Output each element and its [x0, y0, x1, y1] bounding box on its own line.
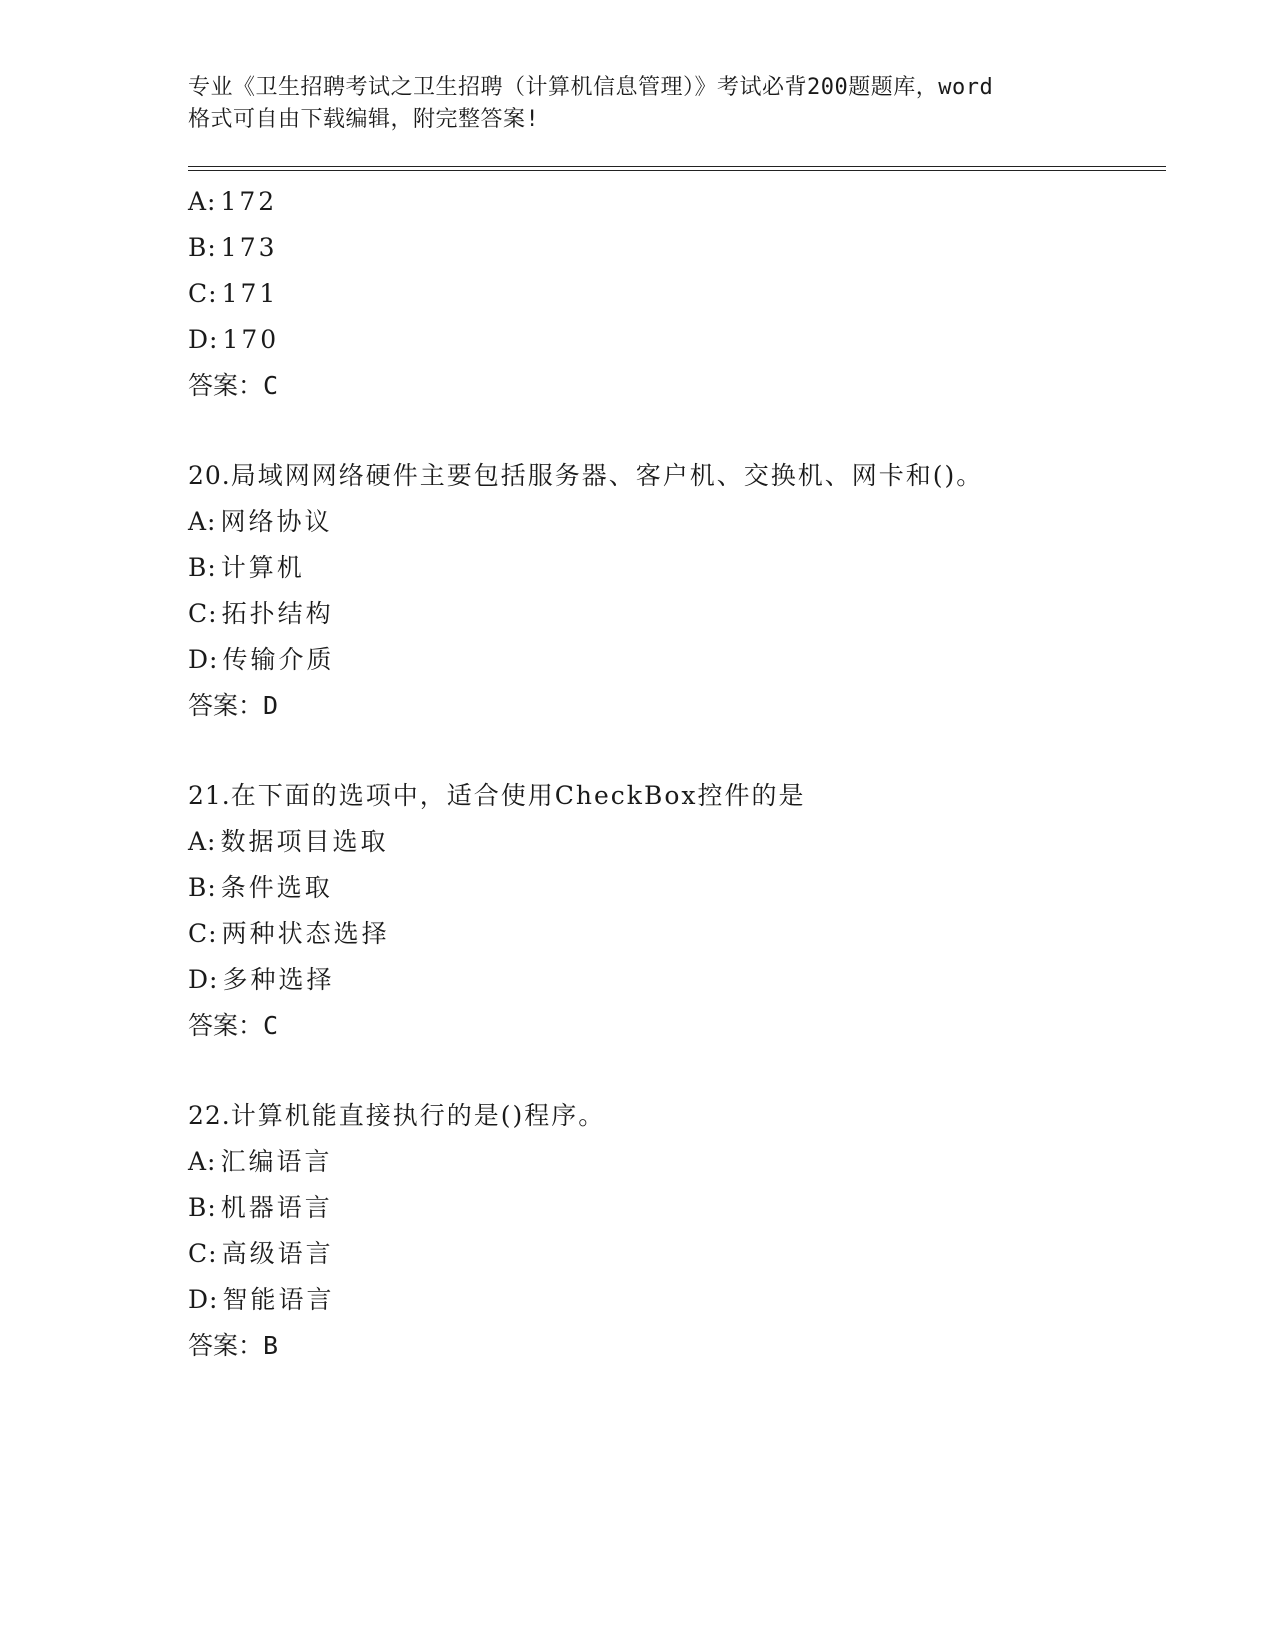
document-page	[188, 72, 1166, 1369]
option-d	[188, 637, 1166, 683]
option-label: A:	[188, 827, 217, 856]
question-text	[188, 453, 1166, 499]
answer-line: 答案：D	[188, 691, 279, 720]
question-19	[188, 179, 1166, 409]
question-22	[188, 1093, 1166, 1369]
option-c	[188, 591, 1166, 637]
option-text: 条件选取	[220, 873, 333, 902]
question-number: 20.	[188, 461, 231, 490]
option-b	[188, 545, 1166, 591]
option-text: 数据项目选取	[220, 827, 389, 856]
option-c	[188, 1231, 1166, 1277]
question-number: 22.	[188, 1101, 231, 1130]
question-text	[188, 1093, 1166, 1139]
question-20	[188, 453, 1166, 729]
option-text: 173	[220, 233, 278, 262]
question-text	[188, 773, 1166, 819]
option-label: C:	[188, 919, 218, 948]
option-label: D:	[188, 645, 219, 674]
header-line-1: 专业《卫生招聘考试之卫生招聘（计算机信息管理）》考试必背200题题库，word	[188, 75, 994, 100]
option-label: B:	[188, 553, 217, 582]
option-label: A:	[188, 187, 217, 216]
answer-line: 答案：C	[188, 371, 279, 400]
question-number: 21.	[188, 781, 231, 810]
question-21	[188, 773, 1166, 1049]
option-a	[188, 499, 1166, 545]
option-label: B:	[188, 233, 217, 262]
option-text: 170	[222, 325, 280, 354]
option-d	[188, 957, 1166, 1003]
answer-line: 答案：B	[188, 1331, 279, 1360]
spacer	[188, 409, 1166, 453]
option-a	[188, 179, 1166, 225]
option-a	[188, 1139, 1166, 1185]
option-text: 网络协议	[220, 507, 333, 536]
option-text: 171	[221, 279, 279, 308]
option-text: 172	[220, 187, 278, 216]
option-label: B:	[188, 873, 217, 902]
question-body: 计算机能直接执行的是()程序。	[230, 1101, 606, 1130]
spacer	[188, 729, 1166, 773]
option-label: A:	[188, 1147, 217, 1176]
option-text: 拓扑结构	[221, 599, 334, 628]
option-text: 多种选择	[222, 965, 335, 994]
option-b	[188, 1185, 1166, 1231]
option-label: A:	[188, 507, 217, 536]
option-label: C:	[188, 599, 218, 628]
option-b	[188, 865, 1166, 911]
option-label: C:	[188, 279, 218, 308]
option-text: 计算机	[220, 553, 305, 582]
option-c	[188, 911, 1166, 957]
option-label: D:	[188, 325, 219, 354]
question-body: 局域网网络硬件主要包括服务器、客户机、交换机、网卡和()。	[230, 461, 984, 490]
option-text: 传输介质	[222, 645, 335, 674]
header-line-2: 格式可自由下载编辑，附完整答案!	[188, 107, 540, 132]
question-body: 在下面的选项中，适合使用CheckBox控件的是	[230, 781, 806, 810]
option-text: 机器语言	[220, 1193, 333, 1222]
option-text: 汇编语言	[220, 1147, 333, 1176]
option-a	[188, 819, 1166, 865]
spacer	[188, 1049, 1166, 1093]
option-text: 智能语言	[222, 1285, 335, 1314]
option-label: D:	[188, 1285, 219, 1314]
option-label: D:	[188, 965, 219, 994]
option-c	[188, 271, 1166, 317]
option-text: 两种状态选择	[221, 919, 390, 948]
answer-line: 答案：C	[188, 1011, 279, 1040]
option-d	[188, 1277, 1166, 1323]
option-text: 高级语言	[221, 1239, 334, 1268]
option-label: B:	[188, 1193, 217, 1222]
document-header	[188, 72, 1166, 136]
option-b	[188, 225, 1166, 271]
option-label: C:	[188, 1239, 218, 1268]
header-divider	[188, 166, 1166, 171]
question-list	[188, 179, 1166, 1369]
option-d	[188, 317, 1166, 363]
